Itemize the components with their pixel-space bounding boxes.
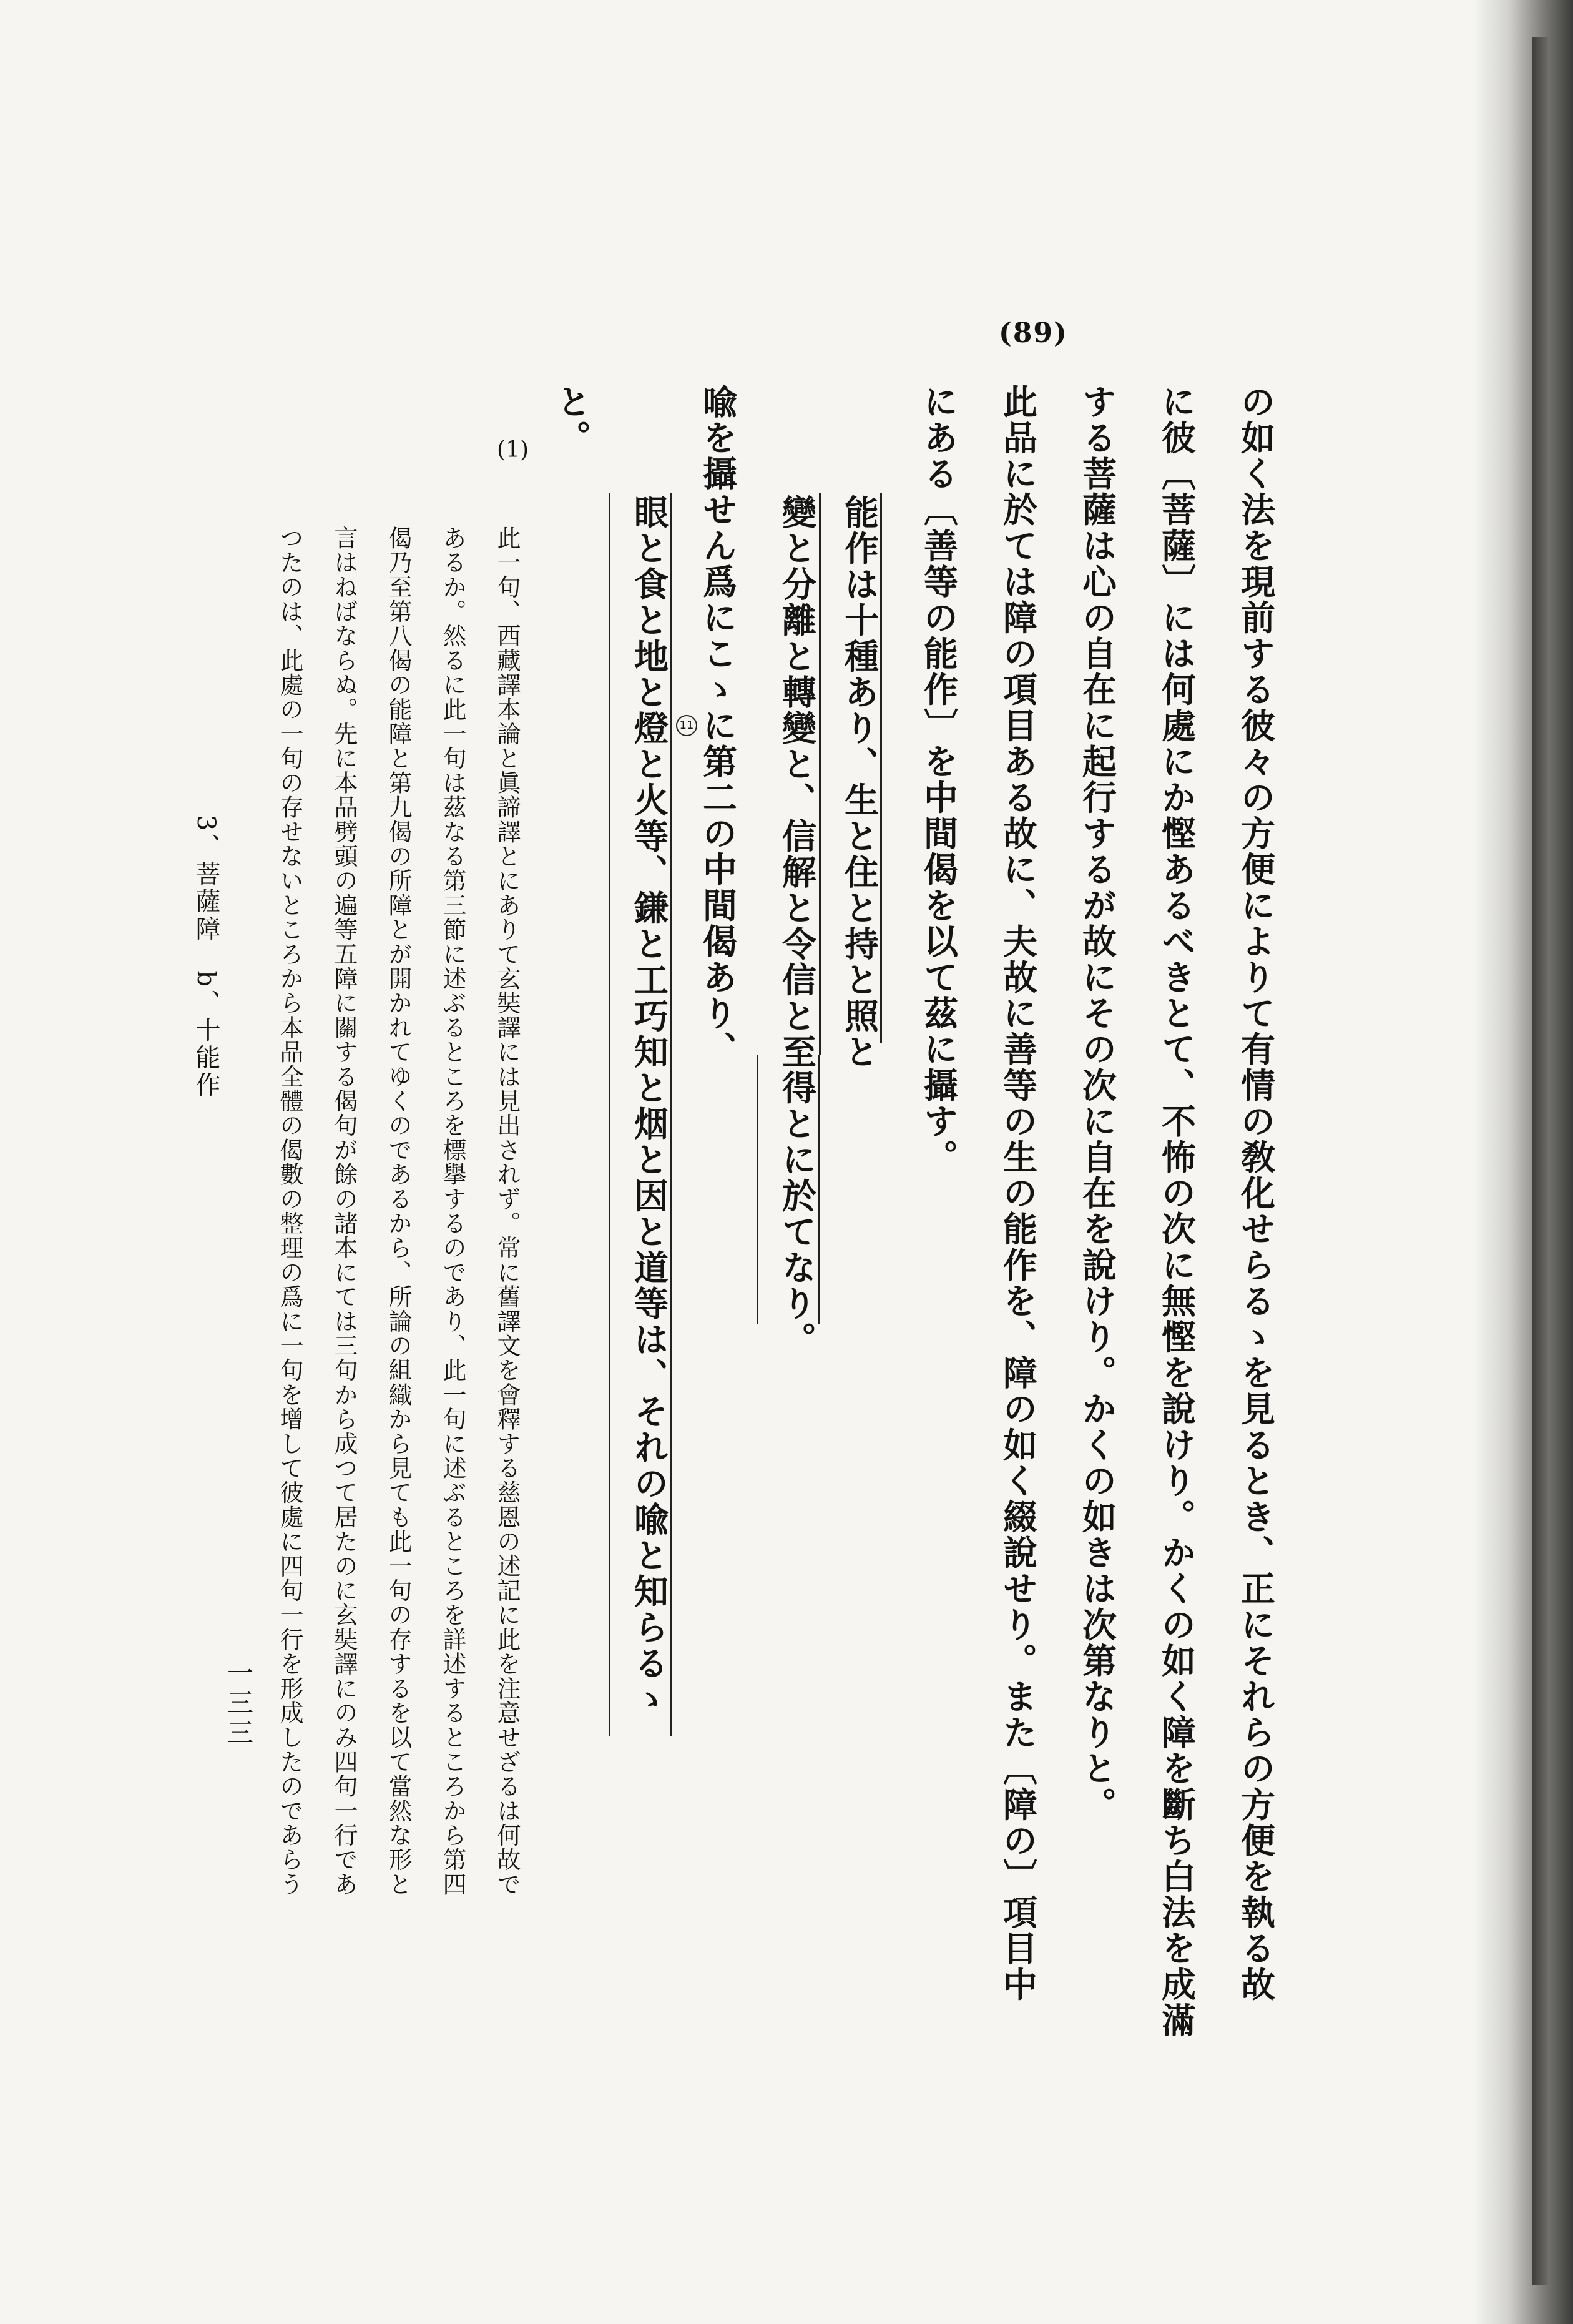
- body-line-5: にある〔善等の能作〕を中間偈を以て茲に攝す。: [918, 384, 959, 1176]
- verse-2-rule-a: [670, 493, 672, 1736]
- verse-1-line-2: 變と分離と轉變と、信解と令信と至得とに於てなり。: [777, 495, 817, 1358]
- note-line-3: 偈乃至第八偈の能障と第九偈の所障とが開かれてゆくのであるから、所論の組織から見ても此一句の存するを以て當然な形と: [385, 526, 412, 1897]
- note-line-2: あるか。然るに此一句は茲なる第三節に述ぶるところを標擧するのであり、此一句に述ぶるところを詳述するところから第四: [439, 526, 466, 1897]
- footnote-ref-11: 11: [676, 715, 697, 736]
- verse-2-rule-b: [609, 493, 610, 1736]
- scan-gutter-shadow: [1473, 0, 1573, 2324]
- intro-line: 喩を攝せん爲にこゝに第二の中間偈あり、: [697, 384, 738, 1068]
- note-line-1: 此一句、西藏譯本論と眞諦譯とにありて玄奘譯には見出されず。常に舊譯文を會釋する慈恩の述記に此を注意せざるは何故で: [493, 526, 521, 1897]
- folio-number: 一三三: [223, 1659, 254, 1749]
- scan-binding-edge: [1532, 37, 1548, 2285]
- body-line-1: の如く法を現前する彼々の方便によりて有情の敎化せらるゝを見るとき、正にそれらの方便を執る故: [1235, 384, 1276, 2002]
- body-line-4: 此品に於ては障の項目ある故に、夫故に善等の生の能作を、障の如く綴說せり。また〔障の〕項目中: [997, 384, 1038, 2002]
- note-line-5: つたのは、此處の一句の存せないところから本品全體の偈數の整理の爲に一句を增して彼處に四句一行を形成したのであらう: [276, 526, 303, 1897]
- running-footer: 3、菩薩障 b、十能作: [192, 815, 220, 1100]
- body-line-3: する菩薩は心の自在に起行するが故にその次に自在を說けり。かくの如きは次第なりと。: [1077, 384, 1117, 1823]
- closing-text: と。: [551, 384, 592, 456]
- note-line-4: 言はねばならぬ。先に本品劈頭の遍等五障に關する偈句が餘の諸本にては三句から成つて居たのに玄奘譯にのみ四句一行であ: [330, 526, 358, 1897]
- verse-1-rule-d: [757, 1055, 758, 1324]
- verse-1-line-1: 能作は十種あり、生と住と持と照と: [839, 495, 880, 1070]
- note-mark: (1): [497, 437, 529, 463]
- page-number: (89): [999, 317, 1068, 349]
- verse-1-rule-c: [818, 1055, 820, 1324]
- verse-1-rule-a: [880, 493, 882, 1043]
- body-line-2: に彼〔菩薩〕には何處にか慳あるべきとて、不怖の次に無慳を說けり。かくの如く障を斷ち白法を成滿: [1156, 384, 1197, 2039]
- verse-2-line: 眼と食と地と燈と火等、鎌と工巧知と烟と因と道等は、それの喩と知らるゝ: [629, 495, 669, 1718]
